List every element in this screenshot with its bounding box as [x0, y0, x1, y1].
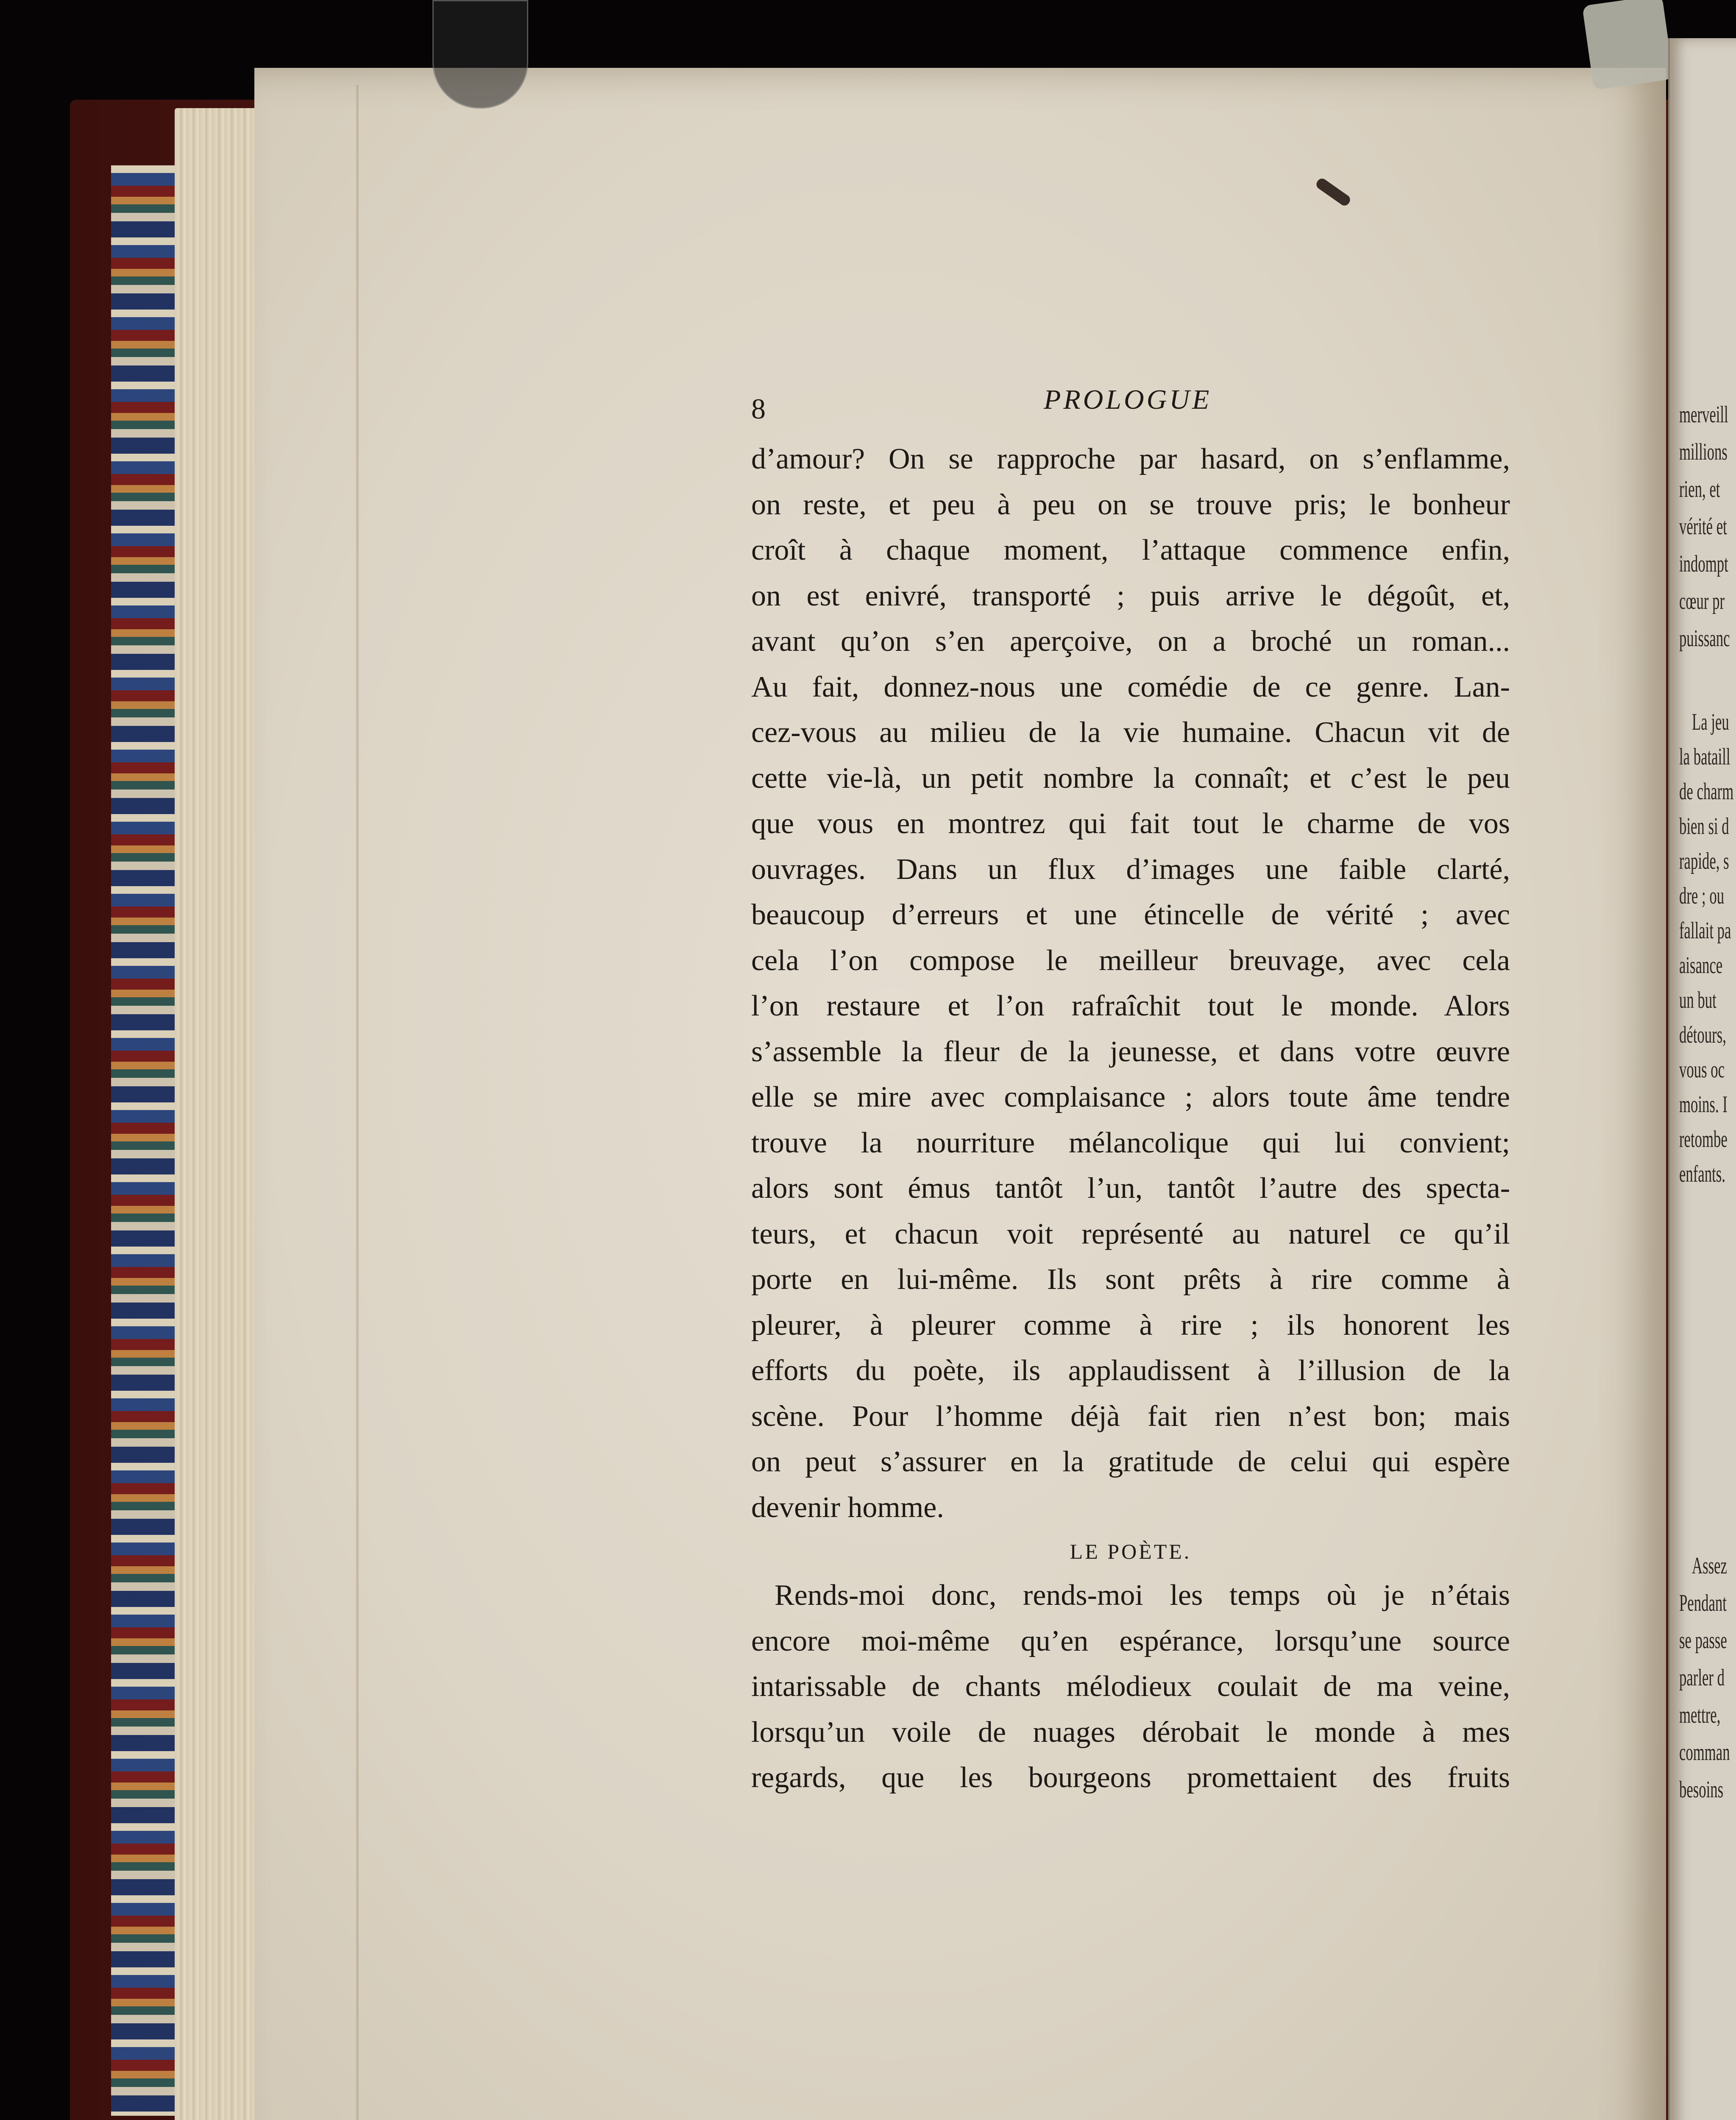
facing-page-fragment: enfants.: [1679, 1161, 1725, 1187]
facing-page-fragment: fallait pa: [1679, 918, 1731, 944]
facing-page-fragment: retombe: [1679, 1126, 1728, 1152]
facing-page: [1668, 38, 1736, 2120]
paragraph-1-line: avant qu’on s’en aperçoive, on a broché un roman...: [751, 625, 1510, 658]
paragraph-1-line: on peut s’assurer en la gratitude de celui qui espère: [751, 1445, 1510, 1478]
facing-page-fragment: rapide, s: [1679, 848, 1729, 874]
paragraph-1-line: efforts du poète, ils applaudissent à l’illusion de la: [751, 1354, 1510, 1387]
paragraph-1-line: pleurer, à pleurer comme à rire ; ils honorent les: [751, 1308, 1510, 1342]
facing-page-fragment: rien, et: [1679, 476, 1720, 502]
facing-page-fragment: vous oc: [1679, 1057, 1725, 1083]
facing-page-fragment: se passe: [1679, 1627, 1727, 1654]
paragraph-1-line: on est enivré, transporté ; puis arrive le dégoût, et,: [751, 579, 1510, 612]
facing-page-fragment: un but: [1679, 987, 1716, 1013]
facing-page-fragment: dre ; ou: [1679, 883, 1725, 909]
bookmark-ribbon: [1582, 0, 1674, 90]
paragraph-1-line: cez-vous au milieu de la vie humaine. Chacun vit de: [751, 716, 1510, 749]
paragraph-1-line: trouve la nourriture mélancolique qui lui convient;: [751, 1126, 1510, 1159]
paragraph-1-line: devenir homme.: [751, 1491, 944, 1524]
facing-page-fragment: La jeu: [1692, 709, 1729, 735]
paragraph-1-line: Au fait, donnez-nous une comédie de ce genre. Lan-: [751, 670, 1510, 703]
paragraph-1-line: teurs, et chacun voit représenté au naturel ce qu’il: [751, 1217, 1510, 1250]
paragraph-2-line: lorsqu’un voile de nuages dérobait le monde à mes: [751, 1716, 1510, 1749]
paragraph-1: [751, 430, 1510, 1530]
running-head: [751, 384, 1510, 430]
facing-page-fragment: Assez: [1692, 1553, 1727, 1579]
paragraph-1-line: d’amour? On se rapproche par hasard, on s’enflamme,: [751, 443, 1510, 475]
paragraph-1-line: croît à chaque moment, l’attaque commence enfin,: [751, 534, 1510, 566]
page-text-block: [751, 384, 1510, 1801]
facing-page-fragment: puissanc: [1679, 625, 1730, 652]
running-head-title: PROLOGUE: [1044, 384, 1212, 415]
facing-page-fragment: besoins: [1679, 1777, 1724, 1803]
speaker-name: LE POÈTE.: [1070, 1540, 1192, 1563]
paragraph-1-line: elle se mire avec complaisance ; alors toute âme tendre: [751, 1081, 1510, 1113]
page-clip-top: [432, 0, 528, 109]
paragraph-2-line: intarissable de chants mélodieux coulait de ma veine,: [751, 1670, 1510, 1703]
facing-page-fragment: indompt: [1679, 551, 1728, 577]
facing-page-fragment: la bataill: [1679, 744, 1730, 770]
facing-page-fragment: millions: [1679, 439, 1728, 465]
paragraph-1-line: on reste, et peu à peu on se trouve pris; le bonheur: [751, 488, 1510, 521]
facing-page-fragment: moins. I: [1679, 1091, 1728, 1118]
facing-page-fragment: vérité et: [1679, 513, 1727, 540]
facing-page-fragment: de charm: [1679, 778, 1734, 805]
facing-page-fragment: parler d: [1679, 1665, 1725, 1691]
paragraph-1-line: l’on restaure et l’on rafraîchit tout le monde. Alors: [751, 990, 1510, 1022]
paragraph-2: [751, 1573, 1510, 1801]
facing-page-fragment: comman: [1679, 1739, 1730, 1766]
paragraph-1-line: s’assemble la fleur de la jeunesse, et dans votre œuvre: [751, 1035, 1510, 1068]
marbled-endpaper: [111, 165, 175, 2116]
paragraph-1-line: scène. Pour l’homme déjà fait rien n’est bon; mais: [751, 1400, 1510, 1433]
paragraph-1-line: ouvrages. Dans un flux d’images une faible clarté,: [751, 853, 1510, 886]
facing-page-fragment: bien si d: [1679, 813, 1729, 840]
facing-page-fragment: mettre,: [1679, 1702, 1721, 1728]
facing-page-fragment: cœur pr: [1679, 588, 1725, 614]
paragraph-1-line: beaucoup d’erreurs et une étincelle de vérité ; avec: [751, 898, 1510, 931]
paragraph-1-line: que vous en montrez qui fait tout le charme de vos: [751, 807, 1510, 840]
paragraph-1-line: porte en lui-même. Ils sont prêts à rire comme à: [751, 1263, 1510, 1296]
facing-page-fragment: détours,: [1679, 1022, 1726, 1048]
paragraph-2-line: encore moi-même qu’en espérance, lorsqu’une source: [751, 1624, 1510, 1657]
page-number: 8: [751, 393, 766, 425]
paragraph-2-line: Rends-moi donc, rends-moi les temps où je n’étais: [775, 1579, 1510, 1612]
facing-page-fragment: Pendant: [1679, 1590, 1727, 1616]
facing-page-fragment: merveill: [1679, 402, 1728, 428]
paragraph-1-line: cette vie-là, un petit nombre la connaît; et c’est le peu: [751, 762, 1510, 795]
paragraph-2-line: regards, que les bourgeons promettaient des fruits: [751, 1761, 1510, 1794]
paragraph-1-line: cela l’on compose le meilleur breuvage, avec cela: [751, 944, 1510, 977]
paragraph-1-line: alors sont émus tantôt l’un, tantôt l’autre des specta-: [751, 1172, 1510, 1205]
page-fold-line: [356, 85, 359, 2120]
facing-page-fragment: aisance: [1679, 952, 1723, 979]
